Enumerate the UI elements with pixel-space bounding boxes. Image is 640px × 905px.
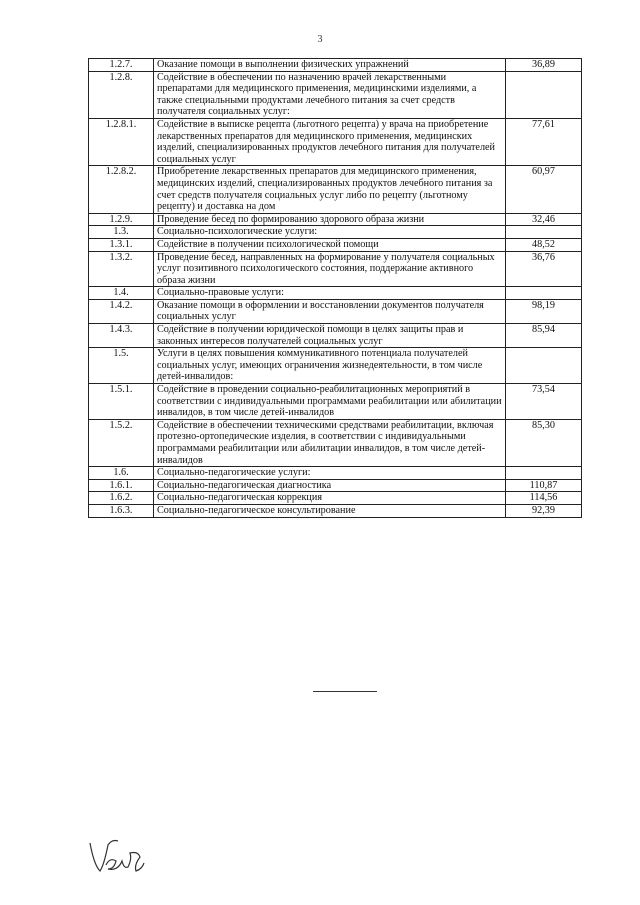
table-row [89,118,582,165]
row-service-name: Проведение бесед по формированию здорового образа жизни [154,213,506,226]
row-service-name: Социально-педагогические услуги: [154,467,506,480]
table-row [89,467,582,480]
table-row [89,324,582,348]
row-price: 85,94 [506,324,582,348]
row-price: 36,76 [506,251,582,287]
table-row [89,166,582,213]
table-row [89,479,582,492]
row-code: 1.2.8.1. [89,118,154,165]
table-row [89,226,582,239]
row-code: 1.4.2. [89,299,154,323]
row-price: 73,54 [506,384,582,420]
row-price [506,287,582,300]
row-code: 1.4. [89,287,154,300]
row-code: 1.2.9. [89,213,154,226]
row-service-name: Социально-педагогическая коррекция [154,492,506,505]
table-row [89,504,582,517]
row-code: 1.3.2. [89,251,154,287]
row-code: 1.5.1. [89,384,154,420]
table-row [89,384,582,420]
row-service-name: Приобретение лекарственных препаратов для медицинского применения, медицинских изделий, специализированных продуктов лечебного питания за счет средств получателя социальных услуг либо по рецепту (льготному рецепту) и доставка на дом [154,166,506,213]
row-price [506,348,582,384]
row-price: 98,19 [506,299,582,323]
row-service-name: Оказание помощи в выполнении физических упражнений [154,59,506,72]
row-code: 1.4.3. [89,324,154,348]
row-price: 85,30 [506,419,582,466]
table-row [89,213,582,226]
row-price: 36,89 [506,59,582,72]
row-service-name: Социально-правовые услуги: [154,287,506,300]
table-row [89,59,582,72]
row-price [506,467,582,480]
row-service-name: Содействие в обеспечении техническими средствами реабилитации, включая протезно-ортопедические изделия, в соответствии с индивидуальными программами реабилитации или абилитации инвалидов, в том числе детей-инвалидов [154,419,506,466]
row-code: 1.6.2. [89,492,154,505]
table-row [89,71,582,118]
table-row [89,287,582,300]
row-price: 110,87 [506,479,582,492]
row-service-name: Содействие в выписке рецепта (льготного рецепта) у врача на приобретение лекарственных препаратов для медицинского применения, медицинских изделий, специализированных продуктов лечебного питания для получателей социальных услуг [154,118,506,165]
row-service-name: Социально-педагогическое консультирование [154,504,506,517]
row-price: 77,61 [506,118,582,165]
table-row [89,348,582,384]
row-price: 48,52 [506,238,582,251]
row-service-name: Содействие в обеспечении по назначению врачей лекарственными препаратами для медицинского применения, медицинскими изделиями, а также специальными продуктами лечебного питания за счет средств получателя социальных услуг: [154,71,506,118]
row-price: 92,39 [506,504,582,517]
row-service-name: Проведение бесед, направленных на формирование у получателя социальных услуг позитивного психологического состояния, поддержание активного образа жизни [154,251,506,287]
table-row [89,419,582,466]
row-code: 1.6. [89,467,154,480]
row-code: 1.2.7. [89,59,154,72]
row-price [506,71,582,118]
row-service-name: Услуги в целях повышения коммуникативного потенциала получателей социальных услуг, имеющих ограничения жизнедеятельности, в том числе детей-инвалидов: [154,348,506,384]
row-price: 60,97 [506,166,582,213]
services-table-body [89,59,582,518]
row-service-name: Социально-психологические услуги: [154,226,506,239]
row-code: 1.3. [89,226,154,239]
handwritten-signature [88,835,148,877]
end-separator-line [313,691,377,692]
row-code: 1.5.2. [89,419,154,466]
table-row [89,299,582,323]
row-price: 114,56 [506,492,582,505]
row-code: 1.2.8.2. [89,166,154,213]
row-price: 32,46 [506,213,582,226]
table-row [89,492,582,505]
row-code: 1.6.1. [89,479,154,492]
row-service-name: Содействие в проведении социально-реабилитационных мероприятий в соответствии с индивидуальными программами реабилитации или абилитации инвалидов, в том числе детей-инвалидов [154,384,506,420]
table-row [89,251,582,287]
row-service-name: Содействие в получении психологической помощи [154,238,506,251]
row-price [506,226,582,239]
row-service-name: Социально-педагогическая диагностика [154,479,506,492]
row-service-name: Содействие в получении юридической помощи в целях защиты прав и законных интересов получателей социальных услуг [154,324,506,348]
page-number: 3 [317,34,323,45]
table-row [89,238,582,251]
row-code: 1.2.8. [89,71,154,118]
row-code: 1.5. [89,348,154,384]
services-table [88,58,582,518]
row-code: 1.3.1. [89,238,154,251]
row-code: 1.6.3. [89,504,154,517]
row-service-name: Оказание помощи в оформлении и восстановлении документов получателя социальных услуг [154,299,506,323]
